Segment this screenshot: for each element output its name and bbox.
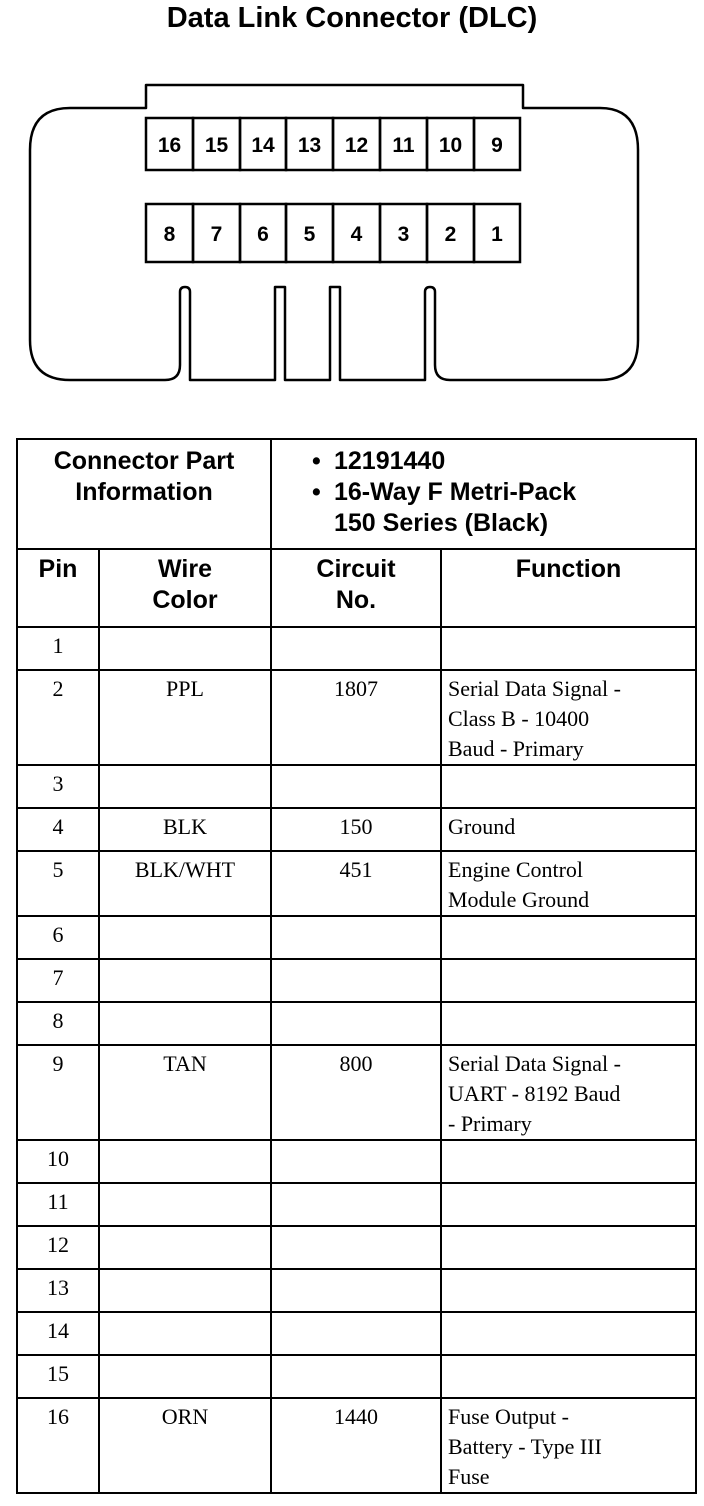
table-row — [17, 1140, 696, 1183]
function-line: UART - 8192 Baud — [448, 1081, 621, 1106]
pin-number-label: 5 — [303, 223, 316, 246]
function-line: Serial Data Signal - — [448, 676, 621, 701]
function-line: Baud - Primary — [448, 736, 584, 761]
col-header-pin-label: Pin — [38, 555, 78, 583]
pin-cell: 7 — [17, 959, 99, 1002]
pin-number-label: 4 — [350, 223, 363, 246]
pin-number-label: 3 — [397, 223, 410, 246]
pin-cell: 12 — [17, 1226, 99, 1269]
table-row — [17, 851, 696, 916]
part-description-line — [312, 508, 695, 539]
circuit-cell — [271, 1183, 441, 1226]
pin-cell: 3 — [17, 765, 99, 808]
table-row — [17, 1183, 696, 1226]
part-info-row — [17, 439, 696, 549]
pin-number-label: 8 — [163, 223, 176, 246]
col-header-wire-color — [99, 549, 271, 627]
circuit-cell: 150 — [271, 808, 441, 851]
col-header-pin — [17, 549, 99, 627]
pin-cell: 1 — [17, 627, 99, 670]
function-cell — [441, 1045, 696, 1140]
function-cell — [441, 670, 696, 765]
pin-cell: 10 — [17, 1140, 99, 1183]
function-cell — [441, 808, 696, 851]
circuit-cell — [271, 627, 441, 670]
col-header-circuit-no — [271, 549, 441, 627]
table-row — [17, 670, 696, 765]
circuit-cell — [271, 1226, 441, 1269]
table-row — [17, 1398, 696, 1493]
function-cell — [441, 627, 696, 670]
pin-number-label: 13 — [297, 134, 322, 157]
function-cell — [441, 916, 696, 959]
col-header-wire-label: Color — [152, 586, 218, 614]
part-info-values — [271, 439, 696, 549]
function-line: - Primary — [448, 1111, 532, 1136]
col-header-function-label: Function — [515, 555, 622, 583]
part-description-continued: 150 Series (Black) — [334, 509, 549, 537]
wire-color-cell — [99, 1312, 271, 1355]
col-header-function — [441, 549, 696, 627]
circuit-cell — [271, 1140, 441, 1183]
circuit-cell: 1807 — [271, 670, 441, 765]
circuit-cell — [271, 916, 441, 959]
table-row — [17, 1226, 696, 1269]
pin-number-label: 15 — [204, 134, 229, 157]
pin-number-label: 12 — [344, 134, 369, 157]
page-title: Data Link Connector (DLC) — [166, 2, 538, 34]
table-row — [17, 916, 696, 959]
table-row — [17, 1269, 696, 1312]
function-cell — [441, 959, 696, 1002]
function-line: Ground — [448, 814, 516, 839]
wire-color-cell: BLK/WHT — [99, 851, 271, 916]
pin-rows — [17, 627, 696, 1493]
table-row — [17, 1312, 696, 1355]
pin-cell: 8 — [17, 1002, 99, 1045]
bullet-icon: • — [312, 478, 321, 506]
function-cell — [441, 1226, 696, 1269]
pin-number-label: 16 — [157, 134, 182, 157]
table-row — [17, 1355, 696, 1398]
pin-cell: 11 — [17, 1183, 99, 1226]
pin-row-top — [146, 118, 520, 170]
circuit-cell — [271, 765, 441, 808]
wire-color-cell — [99, 1355, 271, 1398]
function-line: Class B - 10400 — [448, 706, 590, 731]
table-row — [17, 765, 696, 808]
function-cell — [441, 1312, 696, 1355]
part-description: 16-Way F Metri-Pack — [334, 478, 577, 506]
part-description-line — [312, 477, 695, 508]
pin-number-label: 11 — [392, 134, 415, 157]
function-cell — [441, 1002, 696, 1045]
connector-info-table — [16, 438, 697, 1494]
part-number: 12191440 — [334, 447, 446, 475]
function-cell — [441, 1398, 696, 1493]
wire-color-cell — [99, 1002, 271, 1045]
col-header-wire-label: Wire — [158, 555, 212, 583]
function-line: Engine Control — [448, 857, 584, 882]
wire-color-cell: ORN — [99, 1398, 271, 1493]
circuit-cell — [271, 959, 441, 1002]
function-cell — [441, 851, 696, 916]
pin-number-label: 2 — [444, 223, 457, 246]
function-cell — [441, 1140, 696, 1183]
function-cell — [441, 765, 696, 808]
pin-row-bottom — [146, 204, 520, 262]
pin-cell: 2 — [17, 670, 99, 765]
function-line: Fuse Output - — [448, 1404, 569, 1429]
circuit-cell — [271, 1269, 441, 1312]
pin-number-label: 10 — [438, 134, 463, 157]
pin-cell: 15 — [17, 1355, 99, 1398]
pin-cell: 4 — [17, 808, 99, 851]
function-line: Battery - Type III — [448, 1434, 602, 1459]
table-row — [17, 627, 696, 670]
column-header-row — [17, 549, 696, 627]
wire-color-cell — [99, 1183, 271, 1226]
function-cell — [441, 1355, 696, 1398]
pin-number-label: 7 — [210, 223, 223, 246]
circuit-cell — [271, 1312, 441, 1355]
table-row — [17, 808, 696, 851]
pin-cell: 14 — [17, 1312, 99, 1355]
part-info-label-line: Connector Part — [53, 447, 235, 475]
wire-color-cell: BLK — [99, 808, 271, 851]
function-line: Fuse — [448, 1464, 490, 1489]
table-row — [17, 1002, 696, 1045]
function-cell — [441, 1183, 696, 1226]
circuit-cell: 800 — [271, 1045, 441, 1140]
wire-color-cell — [99, 627, 271, 670]
function-line: Module Ground — [448, 887, 590, 912]
part-info-label — [17, 439, 271, 549]
pin-cell: 5 — [17, 851, 99, 916]
dlc-connector-diagram — [0, 0, 704, 400]
wire-color-cell — [99, 1226, 271, 1269]
pin-number-label: 14 — [251, 134, 275, 157]
wire-color-cell: TAN — [99, 1045, 271, 1140]
pin-number-label: 6 — [257, 223, 269, 246]
function-cell — [441, 1269, 696, 1312]
pin-cell: 13 — [17, 1269, 99, 1312]
col-header-circuit-label: No. — [335, 586, 377, 614]
circuit-cell — [271, 1355, 441, 1398]
wire-color-cell — [99, 1269, 271, 1312]
part-number-line — [312, 446, 695, 477]
pin-cell: 16 — [17, 1398, 99, 1493]
pin-number-label: 1 — [491, 223, 503, 246]
bullet-icon: • — [312, 447, 321, 475]
pin-number-label: 9 — [491, 134, 503, 157]
wire-color-cell — [99, 916, 271, 959]
pin-cell: 6 — [17, 916, 99, 959]
circuit-cell: 451 — [271, 851, 441, 916]
circuit-cell: 1440 — [271, 1398, 441, 1493]
wire-color-cell — [99, 1140, 271, 1183]
function-line: Serial Data Signal - — [448, 1051, 621, 1076]
circuit-cell — [271, 1002, 441, 1045]
col-header-circuit-label: Circuit — [316, 555, 396, 583]
wire-color-cell — [99, 765, 271, 808]
table-row — [17, 1045, 696, 1140]
pin-cell: 9 — [17, 1045, 99, 1140]
wire-color-cell: PPL — [99, 670, 271, 765]
table-row — [17, 959, 696, 1002]
wire-color-cell — [99, 959, 271, 1002]
part-info-label-line: Information — [75, 478, 213, 506]
